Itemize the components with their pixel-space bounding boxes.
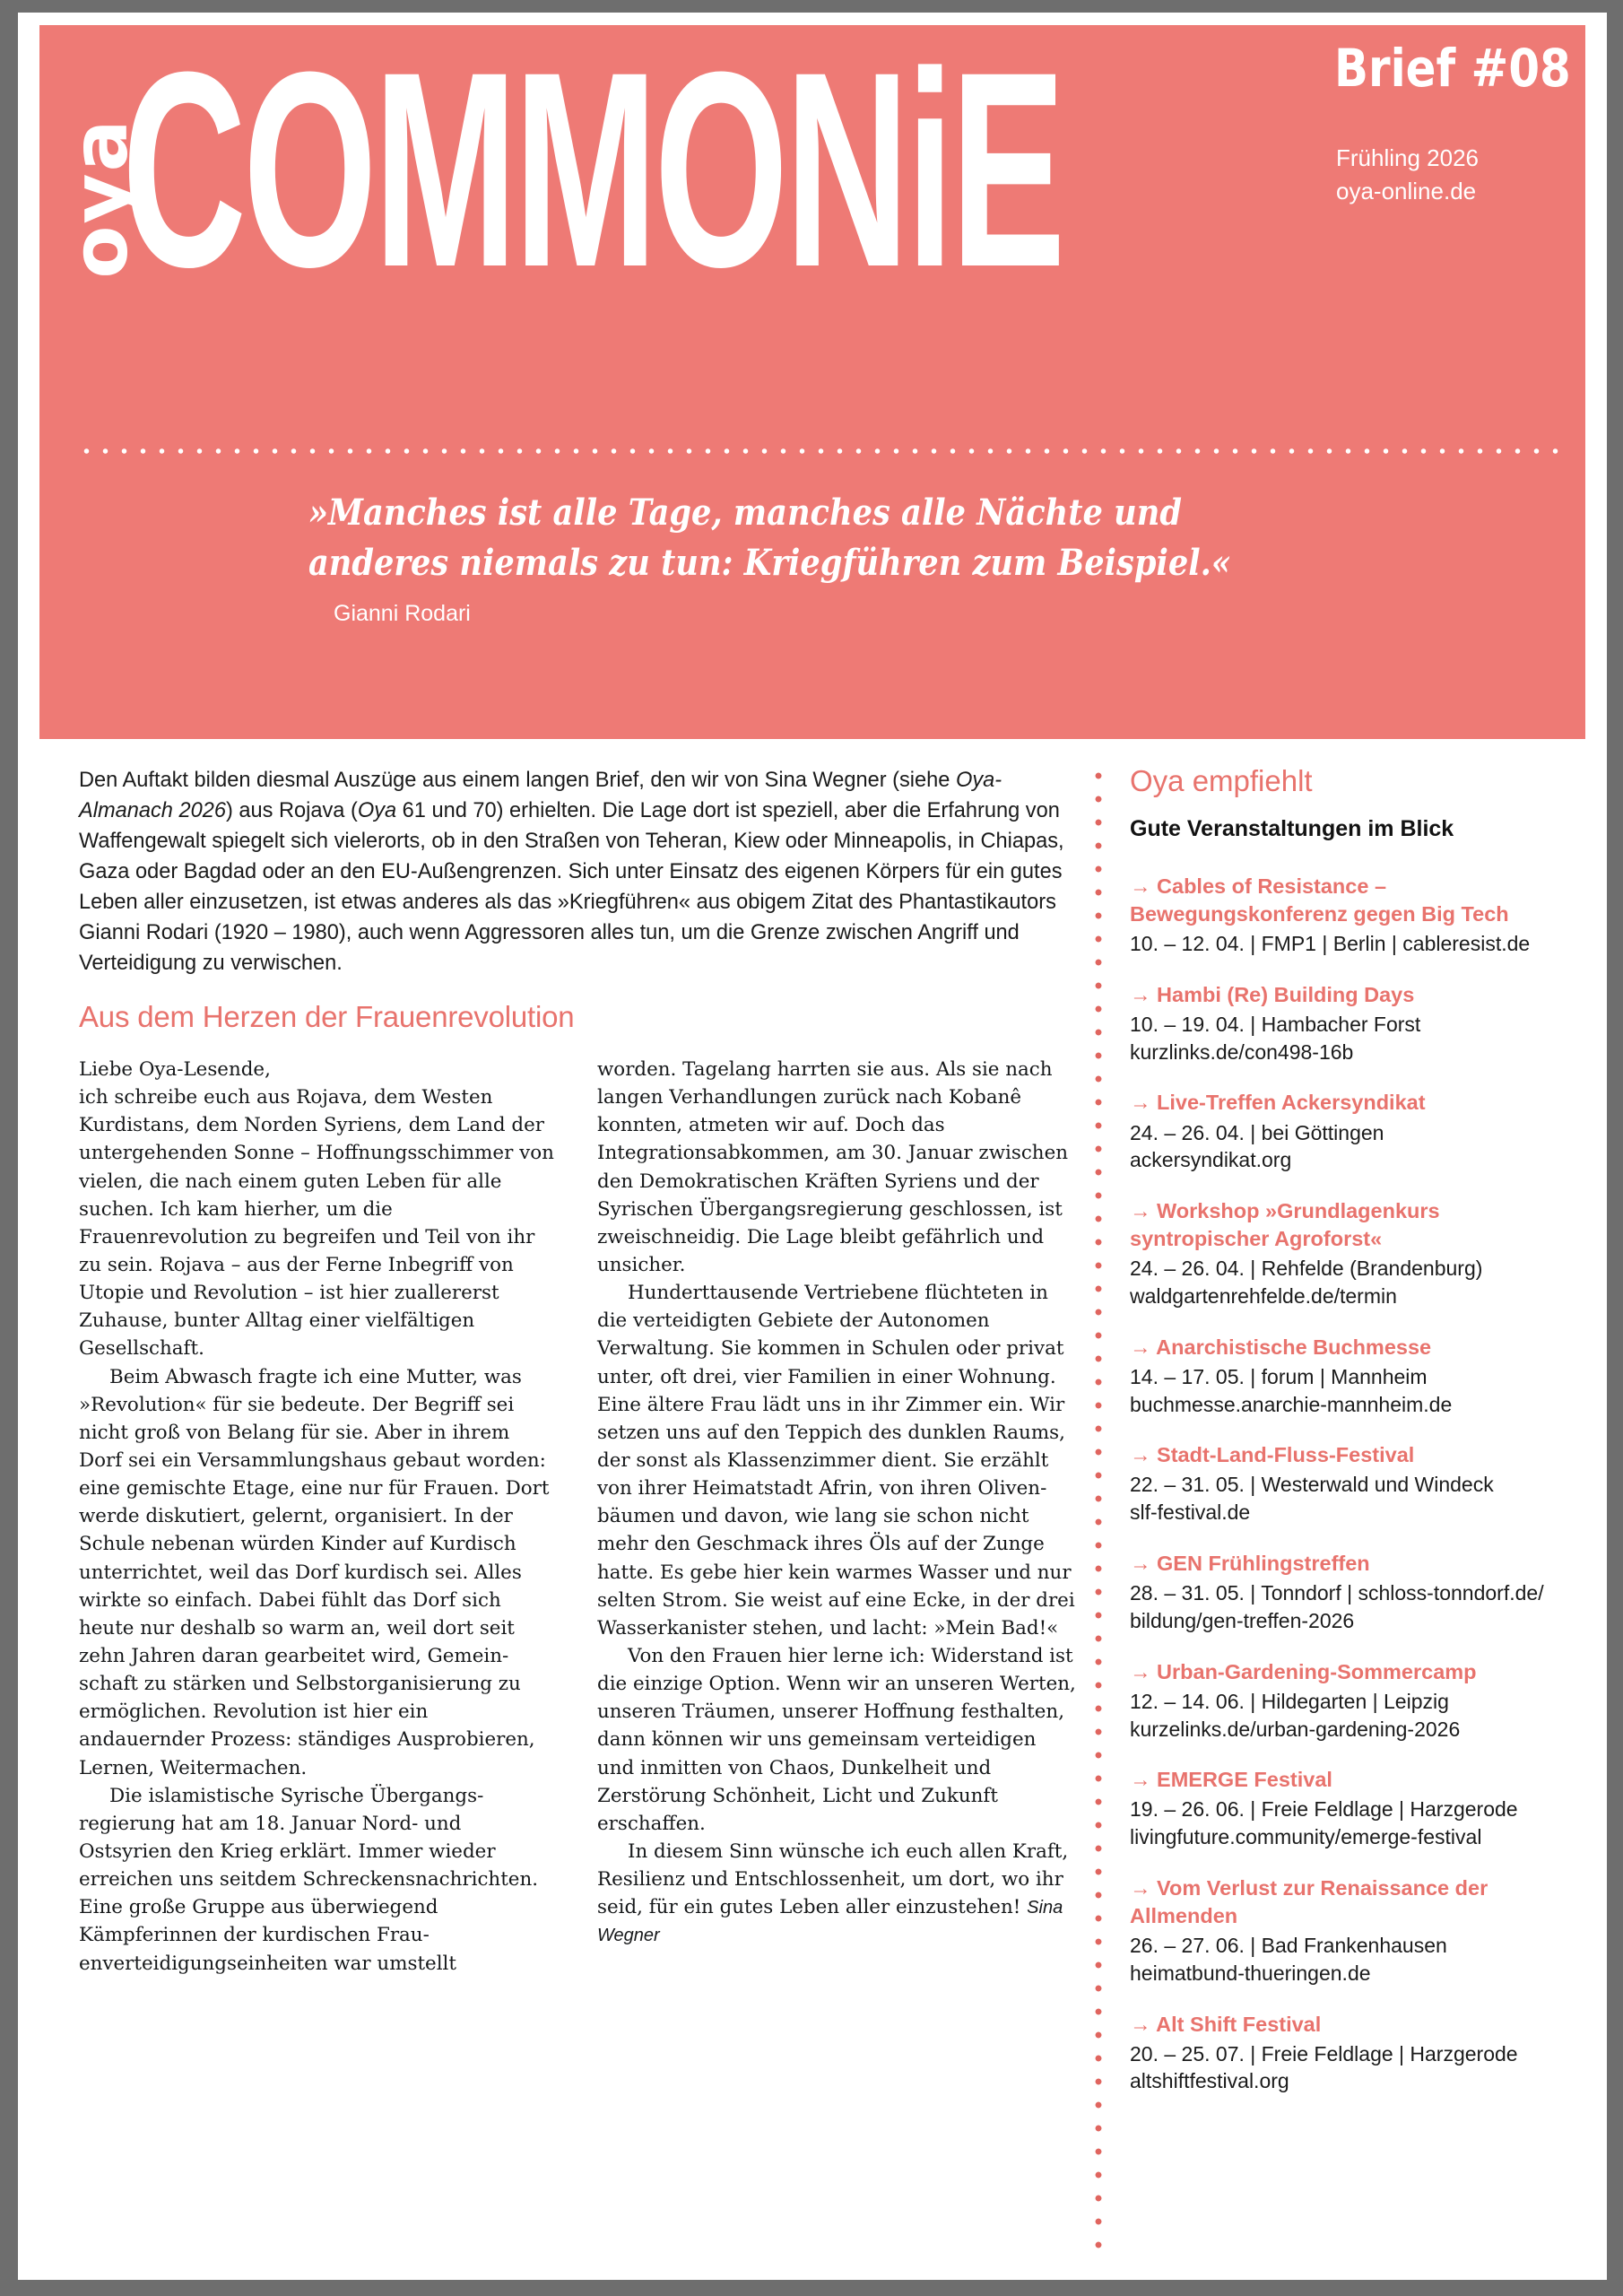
newsletter-page	[18, 13, 1607, 2280]
event-detail-line: altshiftfestival.org	[1130, 2069, 1289, 2093]
event-detail-line: 20. – 25. 07. | Freie Feldlage | Harzgerode	[1130, 2041, 1518, 2066]
quote-line-1: »Manches ist alle Tage, manches alle Nächte und	[308, 491, 1182, 534]
event-title[interactable]	[1130, 1334, 1560, 1361]
sidebar-subtitle: Gute Veranstaltungen im Blick	[1130, 816, 1454, 841]
commonie-wordmark: COMMONiE	[122, 13, 1063, 325]
paragraph: Beim Abwasch fragte ich eine Mutter, was »Revolution« für sie bedeute. Der Begriff sei nicht groß von Belang für sie. Aber in ihrem Dorf sei ein Versammlungshaus gebaut worden: eine gemischte Etage, eine nur für Frauen. Dort werde diskutiert, gelernt, organisiert. In der Schule nebenan würden Kinder auf Kurdisch unterrichtet, weil das Dorf kurdisch sei. Alles wirkte so einfach. Dabei fühlt das Dorf sich heute nur deshalb so warm an, weil dort seit zehn Jahren daran gearbeitet wird, Gemeinschaft zu stärken und Selbstorganisierung zu ermöglichen. Revolution ist hier ein andauernder Prozess: ständiges Ausprobieren, Lernen, Weitermachen.	[79, 1365, 550, 1779]
event-detail-line: 14. – 17. 05. | forum | Mannheim	[1130, 1364, 1428, 1388]
dotted-rule-vertical	[1094, 764, 1103, 2258]
event-item[interactable]	[1130, 1089, 1560, 1174]
event-title-text: Vom Verlust zur Renaissance der Allmenden	[1130, 1875, 1488, 1927]
event-title-text: Cables of Resistance – Bewegungskonferenz gegen Big Tech	[1130, 874, 1509, 926]
sidebar-title: Oya empfiehlt	[1130, 764, 1313, 797]
paragraph: ich schreibe euch aus Rojava, dem Westen Kurdistans, dem Norden Syriens, dem Land der untergehenden Sonne – Hoffnungsschimmer von vielen, die nach einem guten Leben für alle suchen. Ich kam hierher, um die Frauenrevolution zu begreifen und Teil von ihr zu sein. Rojava – aus der Ferne Inbegriff von Utopie und Revolution – ist hier zuallererst Zuhause, bunter Alltag einer vielfältigen Gesellschaft.	[79, 1086, 554, 1361]
event-title-text: EMERGE Festival	[1157, 1768, 1332, 1792]
arrow-right-icon: →	[1130, 1552, 1158, 1576]
paragraph: worden. Tagelang harrten sie aus. Als sie nach langen Verhandlungen zurück nach Kobanê konnten, atmeten wir auf. Doch das Integrationsabkommen, am 30. Januar zwischen den Demokratischen Kräften Syriens und der Syrischen Übergangsregierung geschlossen, ist zweischneidig. Die Lage bleibt gefährlich und unsicher.	[597, 1058, 1069, 1276]
event-detail-line: livingfuture.community/emerge-festival	[1130, 1825, 1482, 1849]
event-title-text: Alt Shift Festival	[1156, 2012, 1322, 2036]
event-title[interactable]	[1130, 1197, 1560, 1253]
article-columns	[79, 1056, 1076, 1978]
event-title[interactable]	[1130, 1658, 1560, 1686]
arrow-right-icon: →	[1130, 874, 1158, 898]
event-item[interactable]	[1130, 1874, 1560, 1987]
event-title[interactable]	[1130, 981, 1560, 1009]
event-title-text: Hambi (Re) Building Days	[1157, 982, 1415, 1006]
arrow-right-icon: →	[1130, 1659, 1158, 1683]
event-detail-line: 24. – 26. 04. | bei Göttingen	[1130, 1120, 1384, 1144]
article-column-left	[79, 1056, 558, 1978]
sidebar-oya-empfiehlt	[1130, 764, 1560, 2118]
event-detail-line: 24. – 26. 04. | Rehfelde (Brandenburg)	[1130, 1257, 1483, 1281]
quote-author: Gianni Rodari	[334, 601, 471, 626]
event-title-text: Workshop »Grundlagenkurs syntropischer Agroforst«	[1130, 1199, 1440, 1251]
arrow-right-icon: →	[1130, 1199, 1158, 1223]
masthead-banner	[39, 13, 1585, 739]
issue-season: Frühling 2026	[1336, 144, 1479, 171]
quote-line-2: anderes niemals zu tun: Kriegführen zum Beispiel.«	[308, 542, 1231, 584]
intro-paragraph: Den Auftakt bilden diesmal Auszüge aus einem langen Brief, den wir von Sina Wegner (siehe Oya-Almanach 2026) aus Rojava (Oya 61 und 70) erhielten. Die Lage dort ist speziell, aber die Erfahrung von Waffengewalt spiegelt sich vielerorts, ob in den Straßen von Teheran, Kiew oder Minneapolis, in Chiapas, Gaza oder Bagdad oder an den EU-Außengrenzen. Sich unter Einsatz des eigenen Körpers für ein gutes Leben aller einzusetzen, ist etwas anderes als das »Kriegführen« aus obigem Zitat des Phantastikautors Gianni Rodari (1920 – 1980), auch wenn Aggressoren alles tun, um die Grenze zwischen Angriff und Verteidigung zu verwischen.	[79, 769, 1064, 975]
event-title-text: Stadt-Land-Fluss-Festival	[1157, 1443, 1415, 1467]
event-detail-line: ackersyndikat.org	[1130, 1148, 1292, 1172]
event-detail-line: bildung/gen-treffen-2026	[1130, 1608, 1355, 1632]
paragraph: Von den Frauen hier lerne ich: Widerstand ist die einzige Option. Wenn wir an unseren Werten, unseren Träumen, unserer Hoffnung festhalten, dann können wir uns gemeinsam verteidigen und inmitten von Chaos, Dunkelheit und Zerstörung Schönheit, Licht und Zukunft erschaffen.	[597, 1644, 1076, 1835]
event-item[interactable]	[1130, 1197, 1560, 1310]
event-detail-line: slf-festival.de	[1130, 1500, 1251, 1525]
event-item[interactable]	[1130, 981, 1560, 1066]
event-item[interactable]	[1130, 1441, 1560, 1526]
event-item[interactable]	[1130, 873, 1560, 958]
event-detail-line: 19. – 26. 06. | Freie Feldlage | Harzgerode	[1130, 1797, 1518, 1822]
event-title[interactable]	[1130, 873, 1560, 928]
pull-quote	[308, 488, 1566, 627]
arrow-right-icon: →	[1130, 2012, 1157, 2036]
event-item[interactable]	[1130, 1766, 1560, 1851]
event-detail-line: heimatbund-thueringen.de	[1130, 1961, 1371, 1985]
event-detail-line: kurzlinks.de/con498-16b	[1130, 1039, 1354, 1064]
event-title[interactable]	[1130, 1550, 1560, 1578]
event-title-text: Anarchistische Buchmesse	[1156, 1335, 1432, 1359]
arrow-right-icon: →	[1130, 1091, 1158, 1115]
article-byline: Sina Wegner	[597, 1898, 1063, 1946]
oya-logo: oya	[56, 117, 145, 279]
arrow-right-icon: →	[1130, 1875, 1158, 1900]
event-title[interactable]	[1130, 1766, 1560, 1794]
event-detail-line: 10. – 19. 04. | Hambacher Forst	[1130, 1012, 1421, 1036]
issue-website: oya-online.de	[1336, 177, 1477, 204]
paragraph-text: In diesem Sinn wünsche ich euch allen Kraft, Resilienz und Entschlossenheit, um dort, wo ihr seid, für ein gutes Leben aller einzustehen!	[597, 1839, 1069, 1919]
event-item[interactable]	[1130, 1334, 1560, 1419]
arrow-right-icon: →	[1130, 982, 1158, 1006]
event-detail-line: 26. – 27. 06. | Bad Frankenhausen	[1130, 1934, 1447, 1958]
article-headline: Aus dem Herzen der Frauenrevolution	[79, 1000, 575, 1033]
event-detail-line: 22. – 31. 05. | Westerwald und Windeck	[1130, 1473, 1494, 1497]
paragraph: Die islamistische Syrische Übergangsregierung hat am 18. Januar Nord- und Ostsyrien den Krieg erklärt. Immer wieder erreichen uns seitdem Schreckensnachrichten. Eine große Gruppe aus überwiegend Kämpferinnen der kurdischen Frauenverteidigungseinheiten war umstellt	[79, 1784, 539, 1975]
event-item[interactable]	[1130, 1550, 1560, 1635]
event-detail-line: buchmesse.anarchie-mannheim.de	[1130, 1392, 1453, 1416]
page-content	[39, 753, 1585, 2264]
event-title[interactable]	[1130, 2011, 1560, 2039]
paragraph: Hunderttausende Vertriebene flüchteten in die verteidigten Gebiete der Autonomen Verwaltung. Sie kommen in Schulen oder privat unter, oft drei, vier Familien in einer Wohnung. Eine ältere Frau lädt uns in ihr Zimmer ein. Wir setzen uns auf den Teppich des dunklen Raums, der sonst als Klassenzimmer dient. Sie erzählt von ihrer Heimatstadt Afrin, von ihren Olivenbäumen und davon, wie lang sie schon nicht mehr den Geschmack ihres Öls auf der Zunge hatte. Es gebe hier kein warmes Wasser und nur selten Strom. Sie weist auf eine Ecke, in der drei Wasserkanister stehen, und lacht: »Mein Bad!«	[597, 1282, 1075, 1639]
event-detail-line: 10. – 12. 04. | FMP1 | Berlin | cableresist.de	[1130, 932, 1531, 956]
article-column-right	[597, 1056, 1076, 1978]
event-title-text: Live-Treffen Ackersyndikat	[1157, 1091, 1426, 1115]
event-detail-line: waldgartenrehfelde.de/termin	[1130, 1283, 1397, 1308]
event-list	[1130, 873, 1560, 2095]
event-item[interactable]	[1130, 1658, 1560, 1744]
event-detail-line: kurzelinks.de/urban-gardening-2026	[1130, 1717, 1461, 1741]
event-title[interactable]	[1130, 1441, 1560, 1469]
event-item[interactable]	[1130, 2011, 1560, 2096]
paragraph: Liebe Oya-Lesende,	[79, 1058, 271, 1081]
event-title-text: GEN Frühlingstreffen	[1157, 1552, 1370, 1576]
issue-number: Brief #08	[1334, 38, 1571, 99]
event-detail-line: 28. – 31. 05. | Tonndorf | schloss-tonndorf.de/	[1130, 1581, 1544, 1605]
dotted-rule-horizontal	[77, 447, 1566, 456]
masthead-meta	[1336, 142, 1569, 208]
arrow-right-icon: →	[1130, 1443, 1158, 1467]
arrow-right-icon: →	[1130, 1768, 1158, 1792]
event-title[interactable]	[1130, 1874, 1560, 1930]
event-detail-line: 12. – 14. 06. | Hildegarten | Leipzig	[1130, 1689, 1449, 1713]
paragraph	[597, 1838, 1076, 1950]
event-title[interactable]	[1130, 1089, 1560, 1117]
event-title-text: Urban-Gardening-Sommercamp	[1157, 1659, 1477, 1683]
arrow-right-icon: →	[1130, 1335, 1157, 1359]
